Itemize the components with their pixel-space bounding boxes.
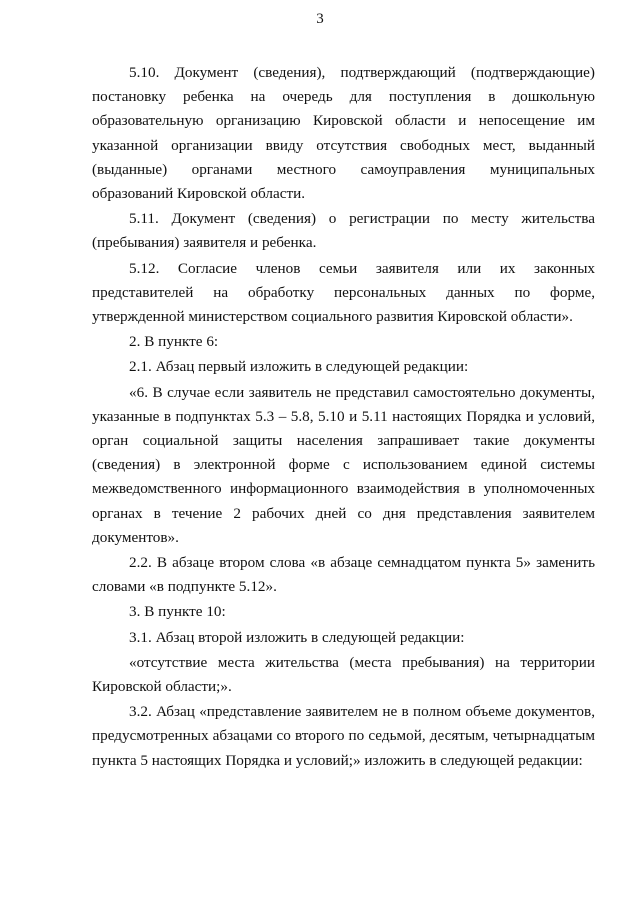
paragraph-item-2-1: 2.1. Абзац первый изложить в следующей редакции:	[129, 358, 469, 376]
paragraph-item-3-2: 3.2. Абзац «представление заявителем не в полном объеме документов, предусмотренных абзацами со второго по седьмой, десятым, четырнадцатым пункта 5 настоящих Порядка и условий;» изложить в следующей редакции:	[92, 703, 595, 769]
page-number: 3	[316, 11, 324, 27]
paragraph-quote-absence: «отсутствие места жительства (места пребывания) на территории Кировской области;».	[92, 653, 595, 696]
paragraph-5-11: 5.11. Документ (сведения) о регистрации по месту жительства (пребывания) заявителя и ребенка.	[92, 210, 595, 252]
document-body	[92, 61, 595, 773]
paragraph-quote-6: «6. В случае если заявитель не представил самостоятельно документы, указанные в подпунктах 5.3 – 5.8, 5.10 и 5.11 настоящих Порядка и условий, орган социальной защиты населения запрашивает такие документы (сведения) в электронной форме с использованием единой системы межведомственного информационного взаимодействия в уполномоченных органах в течение 2 рабочих дней со дня представления заявителем документов».	[92, 383, 595, 546]
paragraph-item-3-1: 3.1. Абзац второй изложить в следующей редакции:	[129, 628, 465, 646]
paragraph-5-12: 5.12. Согласие членов семьи заявителя или их законных представителей на обработку персональных данных по форме, утвержденной министерством социального развития Кировской области».	[92, 259, 595, 326]
paragraph-item-2: 2. В пункте 6:	[129, 333, 219, 351]
paragraph-item-2-2: 2.2. В абзаце втором слова «в абзаце семнадцатом пункта 5» заменить словами «в подпункте 5.12».	[92, 554, 595, 596]
paragraph-item-3: 3. В пункте 10:	[129, 603, 226, 621]
paragraph-5-10: 5.10. Документ (сведения), подтверждающий (подтверждающие) постановку ребенка на очередь для поступления в дошкольную образовательную организацию Кировской области и непосещение им указанной организации ввиду отсутствия свободных мест, выданный (выданные) органами местного самоуправления муниципальных образований Кировской области.	[92, 64, 595, 203]
